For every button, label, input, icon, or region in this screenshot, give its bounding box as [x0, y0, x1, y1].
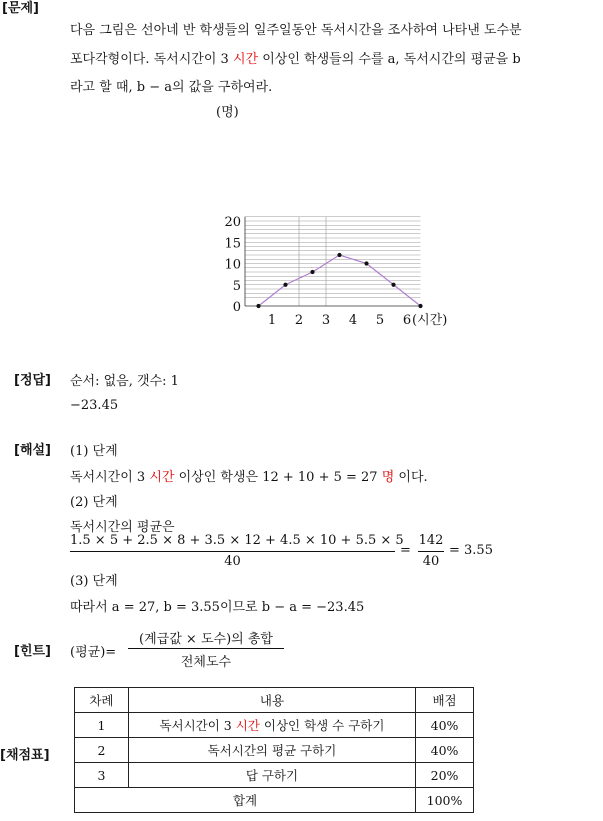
rubric-row-content-a: 독서시간이 3 [159, 718, 236, 733]
x-tick-label: 6 [402, 313, 412, 328]
rubric-row [75, 738, 474, 763]
step3-text: 따라서 a = 27, b = 3.55이므로 b − a = −23.45 [70, 600, 365, 615]
x-tick-label: 2 [294, 313, 304, 328]
mean-fraction-numerator: 1.5 × 5 + 2.5 × 8 + 3.5 × 12 + 4.5 × 10 + 5.5 × 5 [70, 533, 404, 548]
problem-line-2-b: 이상인 학생들의 수를 a, 독서시간의 평균을 b [258, 52, 521, 67]
rubric-row-content [128, 763, 415, 788]
step1-text-red-1: 시간 [149, 470, 175, 485]
step1-text-c: 이다. [394, 470, 428, 485]
rubric-label: [채점표] [0, 748, 50, 763]
rubric-row-no: 1 [75, 713, 129, 738]
mean-result: = 3.55 [449, 543, 493, 558]
rubric-header-row [75, 688, 474, 713]
y-tick-label: 10 [224, 257, 241, 273]
mean-fraction-2-bar [418, 551, 444, 552]
mean-fraction-2-denominator: 40 [422, 554, 440, 569]
x-tick-label: 3 [321, 313, 331, 328]
answer-order-info: 순서: 없음, 갯수: 1 [70, 374, 179, 389]
hint-fraction-numerator: (계급값 × 도수)의 총합 [139, 632, 273, 647]
hint-lhs: (평균)= [70, 645, 117, 660]
data-point [364, 261, 368, 265]
step1-text-a: 독서시간이 3 [70, 470, 150, 485]
problem-line-1: 다음 그림은 선아네 반 학생들의 일주일동안 독서시간을 조사하여 나타낸 도수분 [70, 23, 522, 38]
rubric-total-row [75, 788, 474, 813]
rubric-header-content: 내용 [128, 688, 415, 713]
step1-text-red-2: 명 [381, 470, 395, 485]
problem-label: [문제] [2, 1, 39, 16]
data-point [310, 270, 314, 274]
rubric-row-score: 20% [416, 763, 474, 788]
answer-value: −23.45 [70, 398, 119, 413]
chart-axis-labels [216, 104, 447, 328]
rubric-row-no: 2 [75, 738, 129, 763]
mean-fraction [70, 533, 404, 573]
step3-title: (3) 단계 [70, 574, 118, 589]
rubric-row-no: 3 [75, 763, 129, 788]
problem-line-2 [70, 48, 521, 67]
rubric-total-score: 100% [416, 788, 474, 813]
rubric-row-content-b: 이상인 학생 수 구하기 [259, 718, 385, 733]
frequency-polygon-chart [214, 100, 464, 330]
problem-line-3: 라고 할 때, b − a의 값을 구하여라. [70, 80, 273, 95]
rubric-row [75, 763, 474, 788]
x-tick-label: 4 [348, 313, 358, 328]
rubric-header-no: 차례 [75, 688, 129, 713]
y-axis-label: (명) [216, 105, 239, 120]
chart-grid [245, 217, 421, 306]
y-tick-label: 20 [224, 215, 241, 230]
y-tick-label: 5 [232, 278, 241, 294]
data-point [391, 283, 395, 287]
data-point [283, 283, 287, 287]
rubric-header-score: 배점 [416, 688, 474, 713]
mean-fraction-2 [418, 533, 444, 573]
hint-fraction-denominator: 전체도수 [180, 655, 232, 670]
rubric-table [74, 687, 474, 813]
rubric-total-label: 합계 [75, 788, 416, 813]
mean-fraction-denominator: 40 [224, 554, 241, 569]
rubric-row-content [128, 713, 415, 738]
step1-text [70, 466, 428, 485]
step2-text: 독서시간의 평균은 [70, 520, 175, 535]
data-point [418, 304, 422, 308]
problem-line-2-red: 시간 [232, 52, 259, 67]
y-tick-label: 15 [224, 236, 241, 252]
x-tick-label: 5 [375, 313, 385, 328]
step2-title: (2) 단계 [70, 495, 118, 510]
x-tick-label: 1 [267, 313, 277, 328]
step1-text-b: 이상인 학생은 12 + 10 + 5 = 27 [174, 470, 382, 485]
hint-label: [힌트] [14, 644, 51, 659]
hint-fraction [128, 628, 284, 670]
rubric-row-content-red: 시간 [235, 718, 260, 733]
answer-label: [정답] [14, 373, 51, 388]
x-axis-label: (시간) [412, 313, 448, 328]
explanation-label: [해설] [14, 443, 51, 458]
mean-fraction-bar [70, 551, 395, 552]
step1-title: (1) 단계 [70, 444, 118, 459]
rubric-row-content [128, 738, 415, 763]
data-point [256, 304, 260, 308]
y-tick-label: 0 [232, 300, 241, 315]
problem-line-2-a: 포다각형이다. 독서시간이 3 [70, 52, 233, 67]
rubric-row-score: 40% [416, 713, 474, 738]
rubric-row [75, 713, 474, 738]
rubric-row-content-a: 답 구하기 [245, 768, 299, 783]
hint-fraction-bar [128, 648, 284, 649]
mean-equals-1: = [400, 543, 411, 558]
rubric-row-content-a: 독서시간의 평균 구하기 [207, 743, 337, 758]
rubric-row-score: 40% [416, 738, 474, 763]
mean-fraction-2-numerator: 142 [418, 533, 444, 548]
data-point [337, 253, 341, 257]
